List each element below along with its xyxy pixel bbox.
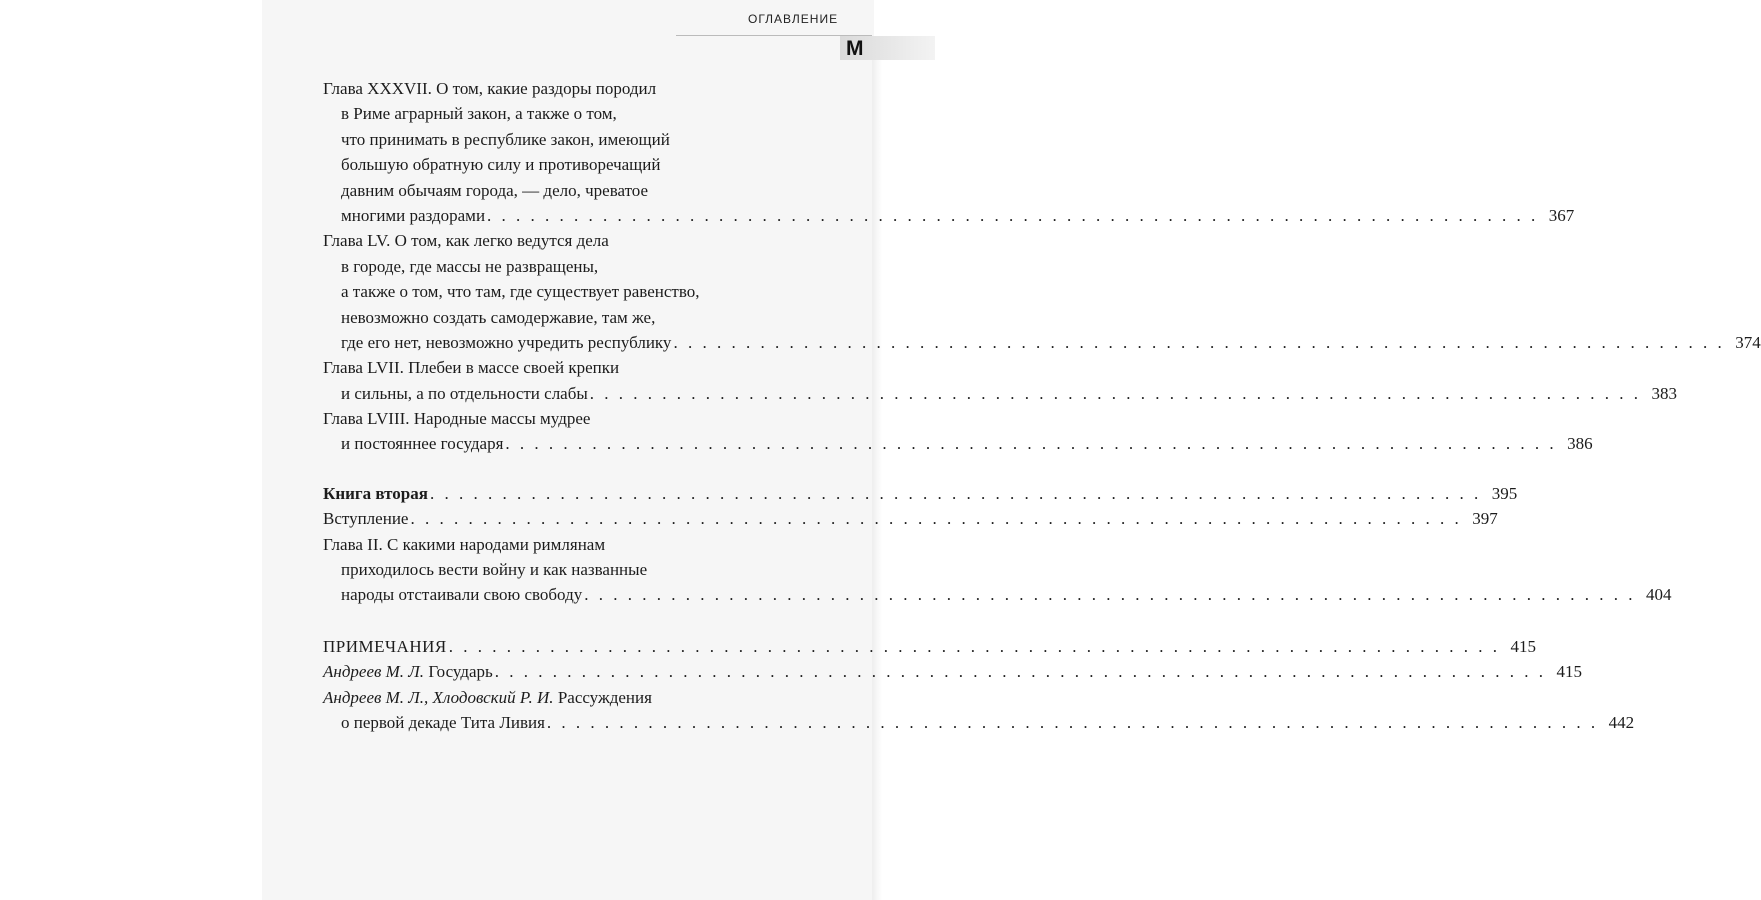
- toc-entry-ch58-last: [323, 431, 1593, 456]
- toc-entry-ch57-line2: и сильны, а по отдельности слабы: [341, 383, 588, 403]
- toc-entry-discourses-line1: [323, 685, 817, 710]
- toc-entry-ch37-line1: Глава XXXVII. О том, какие раздоры породил: [323, 79, 657, 98]
- toc-entry-ch58-line1: Глава LVIII. Народные массы мудрее: [323, 409, 591, 429]
- toc-entry-ch37-line5: давним обычаям города, — дело, чреватое: [341, 180, 649, 200]
- toc-entry-ch37-line2: в Риме аграрный закон, а также о том,: [341, 104, 617, 124]
- toc-entry-ch55-line1: Глава LV. О том, как легко ведутся дела: [323, 231, 609, 251]
- toc-work-title: Государь: [424, 662, 493, 682]
- section-tab-letter: М: [846, 37, 864, 60]
- toc-notes-title: ПРИМЕЧАНИЯ: [323, 636, 447, 656]
- toc-entry-ch2-line1: Глава II. С какими народами римлянам: [323, 534, 606, 554]
- section-gap: [323, 608, 817, 634]
- toc-book-two-prefix: Книга: [323, 483, 376, 503]
- toc-introduction-title: Вступление: [323, 509, 409, 529]
- running-header: ОГЛАВЛЕНИЕ: [748, 12, 839, 26]
- toc-page-number: 383: [1651, 383, 1678, 403]
- toc-page-number: 415: [1510, 636, 1536, 656]
- toc-entry-discourses-last: [323, 710, 1635, 735]
- leader-dots: . . . . . . . . . . . . . . . . . . . . . . . . . . . . . . . . . . . . . . . . . . . . . . . . . . . . . . . . . . . . . . . . . . . . . . . . .: [546, 712, 1599, 732]
- toc-entry-introduction: [323, 506, 1498, 531]
- toc-entry-ch37-line3: что принимать в республике закон, имеющий: [341, 129, 670, 149]
- toc-entry-notes: [323, 634, 1536, 659]
- toc-entry-ch55-line3: а также о том, что там, где существует равенство,: [341, 282, 700, 302]
- leader-dots: . . . . . . . . . . . . . . . . . . . . . . . . . . . . . . . . . . . . . . . . . . . . . . . . . . . . . . . . . . . . . . . . . . . . . . . . .: [410, 509, 1462, 529]
- toc-entry-ch55-line5: где его нет, невозможно учредить республику: [341, 332, 672, 352]
- toc-page-number: 386: [1567, 434, 1593, 454]
- toc-book-two-bold: вторая: [375, 483, 428, 503]
- toc-page-number: 442: [1608, 712, 1635, 732]
- leader-dots: . . . . . . . . . . . . . . . . . . . . . . . . . . . . . . . . . . . . . . . . . . . . . . . . . . . . . . . . . . . . . . . . . . . . . . . . .: [589, 383, 1642, 403]
- toc-work-title: Рассуждения: [553, 687, 652, 707]
- leader-dots: . . . . . . . . . . . . . . . . . . . . . . . . . . . . . . . . . . . . . . . . . . . . . . . . . . . . . . . . . . . . . . . . . . . . . . . . .: [505, 434, 1557, 454]
- leader-dots: . . . . . . . . . . . . . . . . . . . . . . . . . . . . . . . . . . . . . . . . . . . . . . . . . . . . . . . . . . . . . . . . . . . . . . . . .: [487, 205, 1539, 225]
- toc-entry-ch55-line4: невозможно создать самодержавие, там же,: [341, 307, 656, 327]
- toc-book-two-title: [323, 481, 428, 506]
- toc-page-number: 415: [1556, 662, 1583, 682]
- section-gap: [323, 457, 817, 481]
- toc-page-number: 397: [1472, 509, 1498, 529]
- toc-entry-ch37-line6: многими раздорами: [341, 205, 486, 225]
- toc-entry-ch2-line2: приходилось вести войну и как названные: [341, 560, 648, 580]
- toc-entry-ch57-last: [323, 381, 1678, 406]
- toc-page-number: 367: [1548, 205, 1575, 225]
- toc-entry-discourses-line2: о первой декаде Тита Ливия: [341, 712, 545, 732]
- toc-entry-ch55-line2: в городе, где массы не развращены,: [341, 256, 599, 276]
- toc-entry-ch2-last: [323, 582, 1672, 607]
- toc-entry-ch37-line4: большую обратную силу и противоречащий: [341, 155, 661, 175]
- table-of-contents: [323, 76, 1761, 735]
- leader-dots: . . . . . . . . . . . . . . . . . . . . . . . . . . . . . . . . . . . . . . . . . . . . . . . . . . . . . . . . . . . . . . . . . . . . . . . . .: [448, 636, 1500, 656]
- toc-entry-ch2-line3: народы отстаивали свою свободу: [341, 585, 583, 605]
- leader-dots: . . . . . . . . . . . . . . . . . . . . . . . . . . . . . . . . . . . . . . . . . . . . . . . . . . . . . . . . . . . . . . . . . . . . . . . . .: [494, 662, 1547, 682]
- toc-entry-andreev-prince: [323, 659, 1583, 684]
- leader-dots: . . . . . . . . . . . . . . . . . . . . . . . . . . . . . . . . . . . . . . . . . . . . . . . . . . . . . . . . . . . . . . . . . . . . . . . . .: [584, 585, 1636, 605]
- toc-entry-ch55-last: [323, 330, 1761, 355]
- toc-entry-ch57-line1: Глава LVII. Плебеи в массе своей крепки: [323, 358, 620, 378]
- toc-entry-ch37-last: [323, 203, 1575, 228]
- toc-page-number: 404: [1645, 585, 1672, 605]
- leader-dots: . . . . . . . . . . . . . . . . . . . . . . . . . . . . . . . . . . . . . . . . . . . . . . . . . . . . . . . . . . . . . . . . . . . . . . . . .: [673, 332, 1725, 352]
- toc-page-number: 395: [1491, 483, 1518, 503]
- leader-dots: . . . . . . . . . . . . . . . . . . . . . . . . . . . . . . . . . . . . . . . . . . . . . . . . . . . . . . . . . . . . . . . . . . . . . . . . .: [429, 483, 1482, 503]
- toc-entry-ch58-line2: и постояннее государя: [341, 434, 504, 454]
- section-tab: [840, 36, 935, 60]
- toc-page-number: 374: [1735, 332, 1761, 352]
- toc-andreev-prince-title: [323, 659, 493, 684]
- toc-author: Андреев М. Л.: [323, 662, 425, 682]
- toc-entry-book-two: [323, 481, 1518, 506]
- toc-authors: Андреев М. Л., Хлодовский Р. И.: [323, 687, 554, 707]
